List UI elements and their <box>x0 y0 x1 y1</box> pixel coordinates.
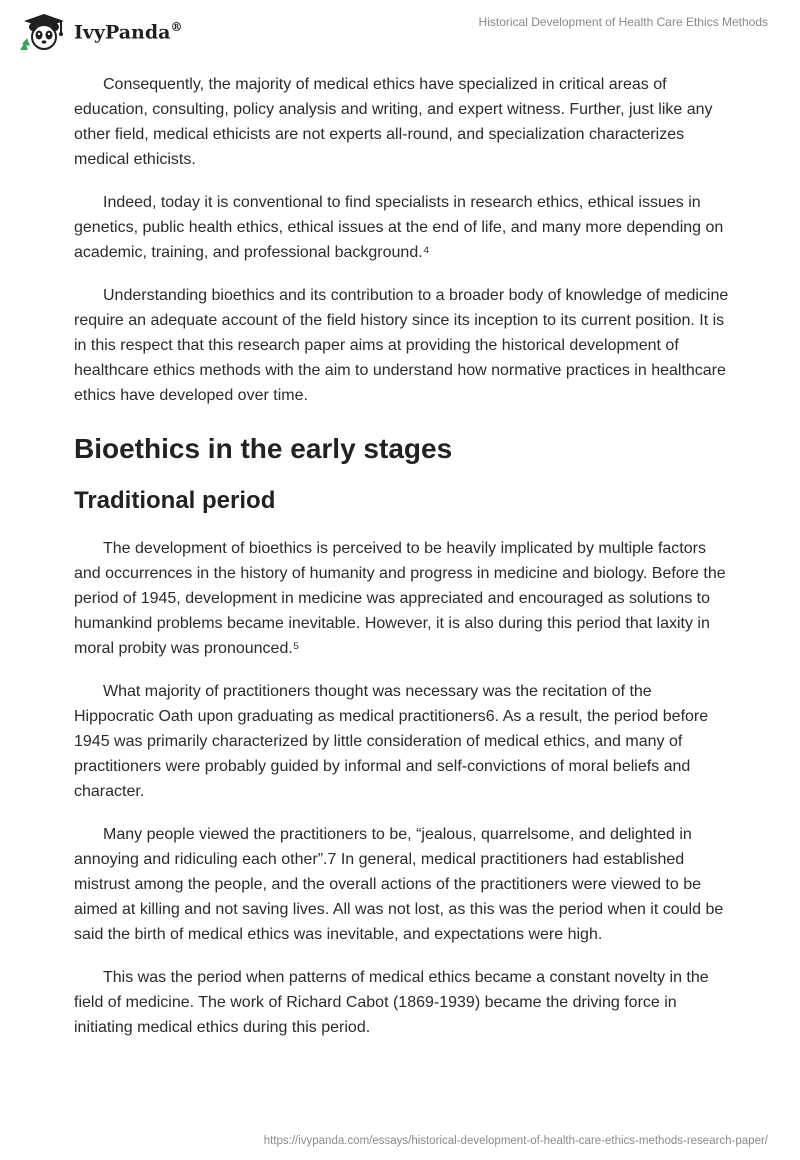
brand-name: IvyPanda® <box>74 20 183 44</box>
paragraph: The development of bioethics is perceived to be heavily implicated by multiple factors and occurrences in the history of humanity and progress in medicine and biology. Before the period of 1945, development in medicine was appreciated and encouraged as solutions to humankind problems became inevitable. However, it is also during this period that laxity in moral probity was pronounced.⁵ <box>74 540 726 657</box>
ivypanda-logo[interactable] <box>18 12 182 52</box>
essay-content <box>74 72 730 1058</box>
paragraph: Many people viewed the practitioners to be, “jealous, quarrelsome, and delighted in annoying and ridiculing each other”.7 In general, medical practitioners had established mistrust among the people, and the overall actions of the practitioners were viewed to be aimed at killing and not saving lives. All was not lost, as this was the period when it could be said the birth of medical ethics was inevitable, and expectations were high. <box>74 826 724 943</box>
paragraph: Consequently, the majority of medical ethics have specialized in critical areas of education, consulting, policy analysis and writing, and expert witness. Further, just like any other field, medical ethicists are not experts all-round, and specialization characterizes medical ethicists. <box>74 76 713 168</box>
paragraph: Understanding bioethics and its contribution to a broader body of knowledge of medicine require an adequate account of the field history since its inception to its current position. It is in this respect that this research paper aims at providing the historical development of healthcare ethics methods with the aim to understand how normative practices in healthcare ethics have developed over time. <box>74 287 729 404</box>
paragraph: Indeed, today it is conventional to find specialists in research ethics, ethical issues in genetics, public health ethics, ethical issues at the end of life, and many more depending on academic, training, and professional background.⁴ <box>74 194 724 261</box>
source-url[interactable]: https://ivypanda.com/essays/historical-development-of-health-care-ethics-methods-research-paper/ <box>263 1135 768 1147</box>
section-heading: Bioethics in the early stages <box>74 433 453 464</box>
subsection-heading: Traditional period <box>74 487 276 514</box>
running-title: Historical Development of Health Care Ethics Methods <box>478 15 768 29</box>
page-header <box>0 0 800 60</box>
paragraph: This was the period when patterns of medical ethics became a constant novelty in the field of medicine. The work of Richard Cabot (1869-1939) became the driving force in initiating medical ethics during this period. <box>74 969 709 1036</box>
panda-logo-icon <box>18 12 70 52</box>
paragraph: What majority of practitioners thought was necessary was the recitation of the Hippocratic Oath upon graduating as medical practitioners6. As a result, the period before 1945 was primarily characterized by little consideration of medical ethics, and many of practitioners were probably guided by informal and self-convictions of moral beliefs and character. <box>74 683 709 800</box>
